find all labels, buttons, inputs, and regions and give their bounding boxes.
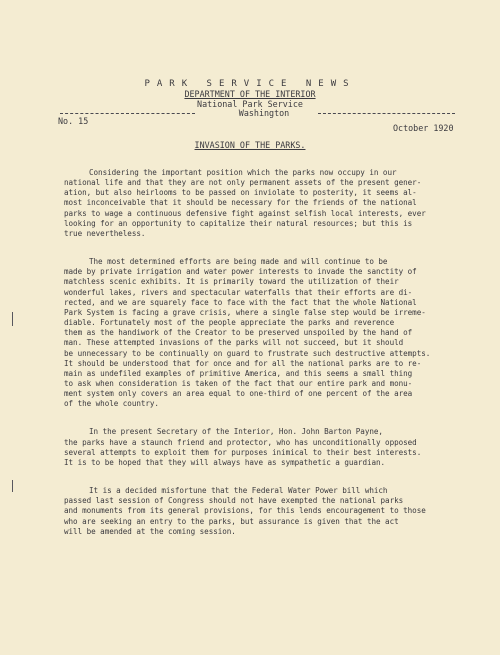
paragraph [64,168,440,239]
issue-number: No. 15 [58,116,89,126]
dateline-rule [60,108,455,118]
text-line: ment system only covers an area equal to one-third of one percent of the area [64,389,413,399]
masthead: PARK SERVICE NEWS [144,79,356,89]
text-line: looking for an opportunity to capitalize their natural resources; but this is [64,218,413,228]
paragraph [64,257,440,409]
text-line: will be amended at the coming session. [64,526,236,536]
text-line: several attempts to exploit them for purposes inimical to their best interests. [64,447,422,457]
margin-mark [12,312,13,326]
article-title: INVASION OF THE PARKS. [194,140,306,150]
text-line: passed last session of Congress should not have exempted the national parks [64,496,404,506]
text-line: most inconceivable that it should be necessary for the friends of the national [64,198,417,208]
text-line: rected, and we are squarely face to face with the fact that the whole National [64,297,417,307]
city-line: Washington [238,108,290,118]
text-line: the parks have a staunch friend and protector, who has unconditionally opposed [64,437,417,447]
text-line: wonderful lakes, rivers and spectacular waterfalls that their efforts are di- [64,287,413,297]
text-line: In the present Secretary of the Interior, Hon. John Barton Payne, [89,427,383,437]
text-line: Considering the important position which the parks now occupy in our [89,168,397,177]
text-line: Park System is facing a grave crisis, where a single false step would be irreme- [64,307,426,317]
office-line: National Park Service [197,99,303,109]
paragraph [64,427,440,468]
article-body [64,168,440,555]
issue-date: October 1920 [393,123,454,133]
text-line: ation, but also heirlooms to be passed on inviolate to posterity, it seems al- [64,188,417,198]
rule-right [318,113,455,114]
text-line: The most determined efforts are being made and will continue to be [89,257,388,267]
paragraph [64,486,440,537]
text-line: man. These attempted invasions of the parks will not succeed, but it should [64,338,404,348]
text-line: It is to be hoped that they will always have as sympathetic a guardian. [64,457,386,467]
text-line: of the whole country. [64,399,159,409]
department-line: DEPARTMENT OF THE INTERIOR [184,89,316,99]
text-line: parks to wage a continuous defensive fight against selfish local interests, ever [64,208,426,218]
text-line: and monuments from its general provisions, for this lends encouragement to those [64,506,426,516]
text-line: It is a decided misfortune that the Federal Water Power bill which [89,486,388,496]
text-line: diable. Fortunately most of the people appreciate the parks and reverence [64,318,395,328]
rule-left [60,113,195,114]
text-line: who are seeking an entry to the parks, but assurance is given that the act [64,516,399,526]
text-line: national life and that they are not only permanent assets of the present gener- [64,178,422,188]
text-line: to ask when consideration is taken of the fact that our entire park and monu- [64,378,413,388]
text-line: matchless scenic exhibits. It is primarily toward the utilization of their [64,277,399,287]
text-line: true nevertheless. [64,228,146,238]
text-line: them as the handiwork of the Creator to be preserved unspoiled by the hand of [64,328,413,338]
text-line: It should be understood that for once and for all the national parks are to re- [64,358,422,368]
margin-mark [12,480,13,492]
text-line: made by private irrigation and water power interests to invade the sanctity of [64,267,417,277]
text-line: be unnecessary to be continually on guard to frustrate such destructive attempts. [64,348,431,358]
text-line: main as undefiled examples of primitive America, and this seems a small thing [64,368,413,378]
